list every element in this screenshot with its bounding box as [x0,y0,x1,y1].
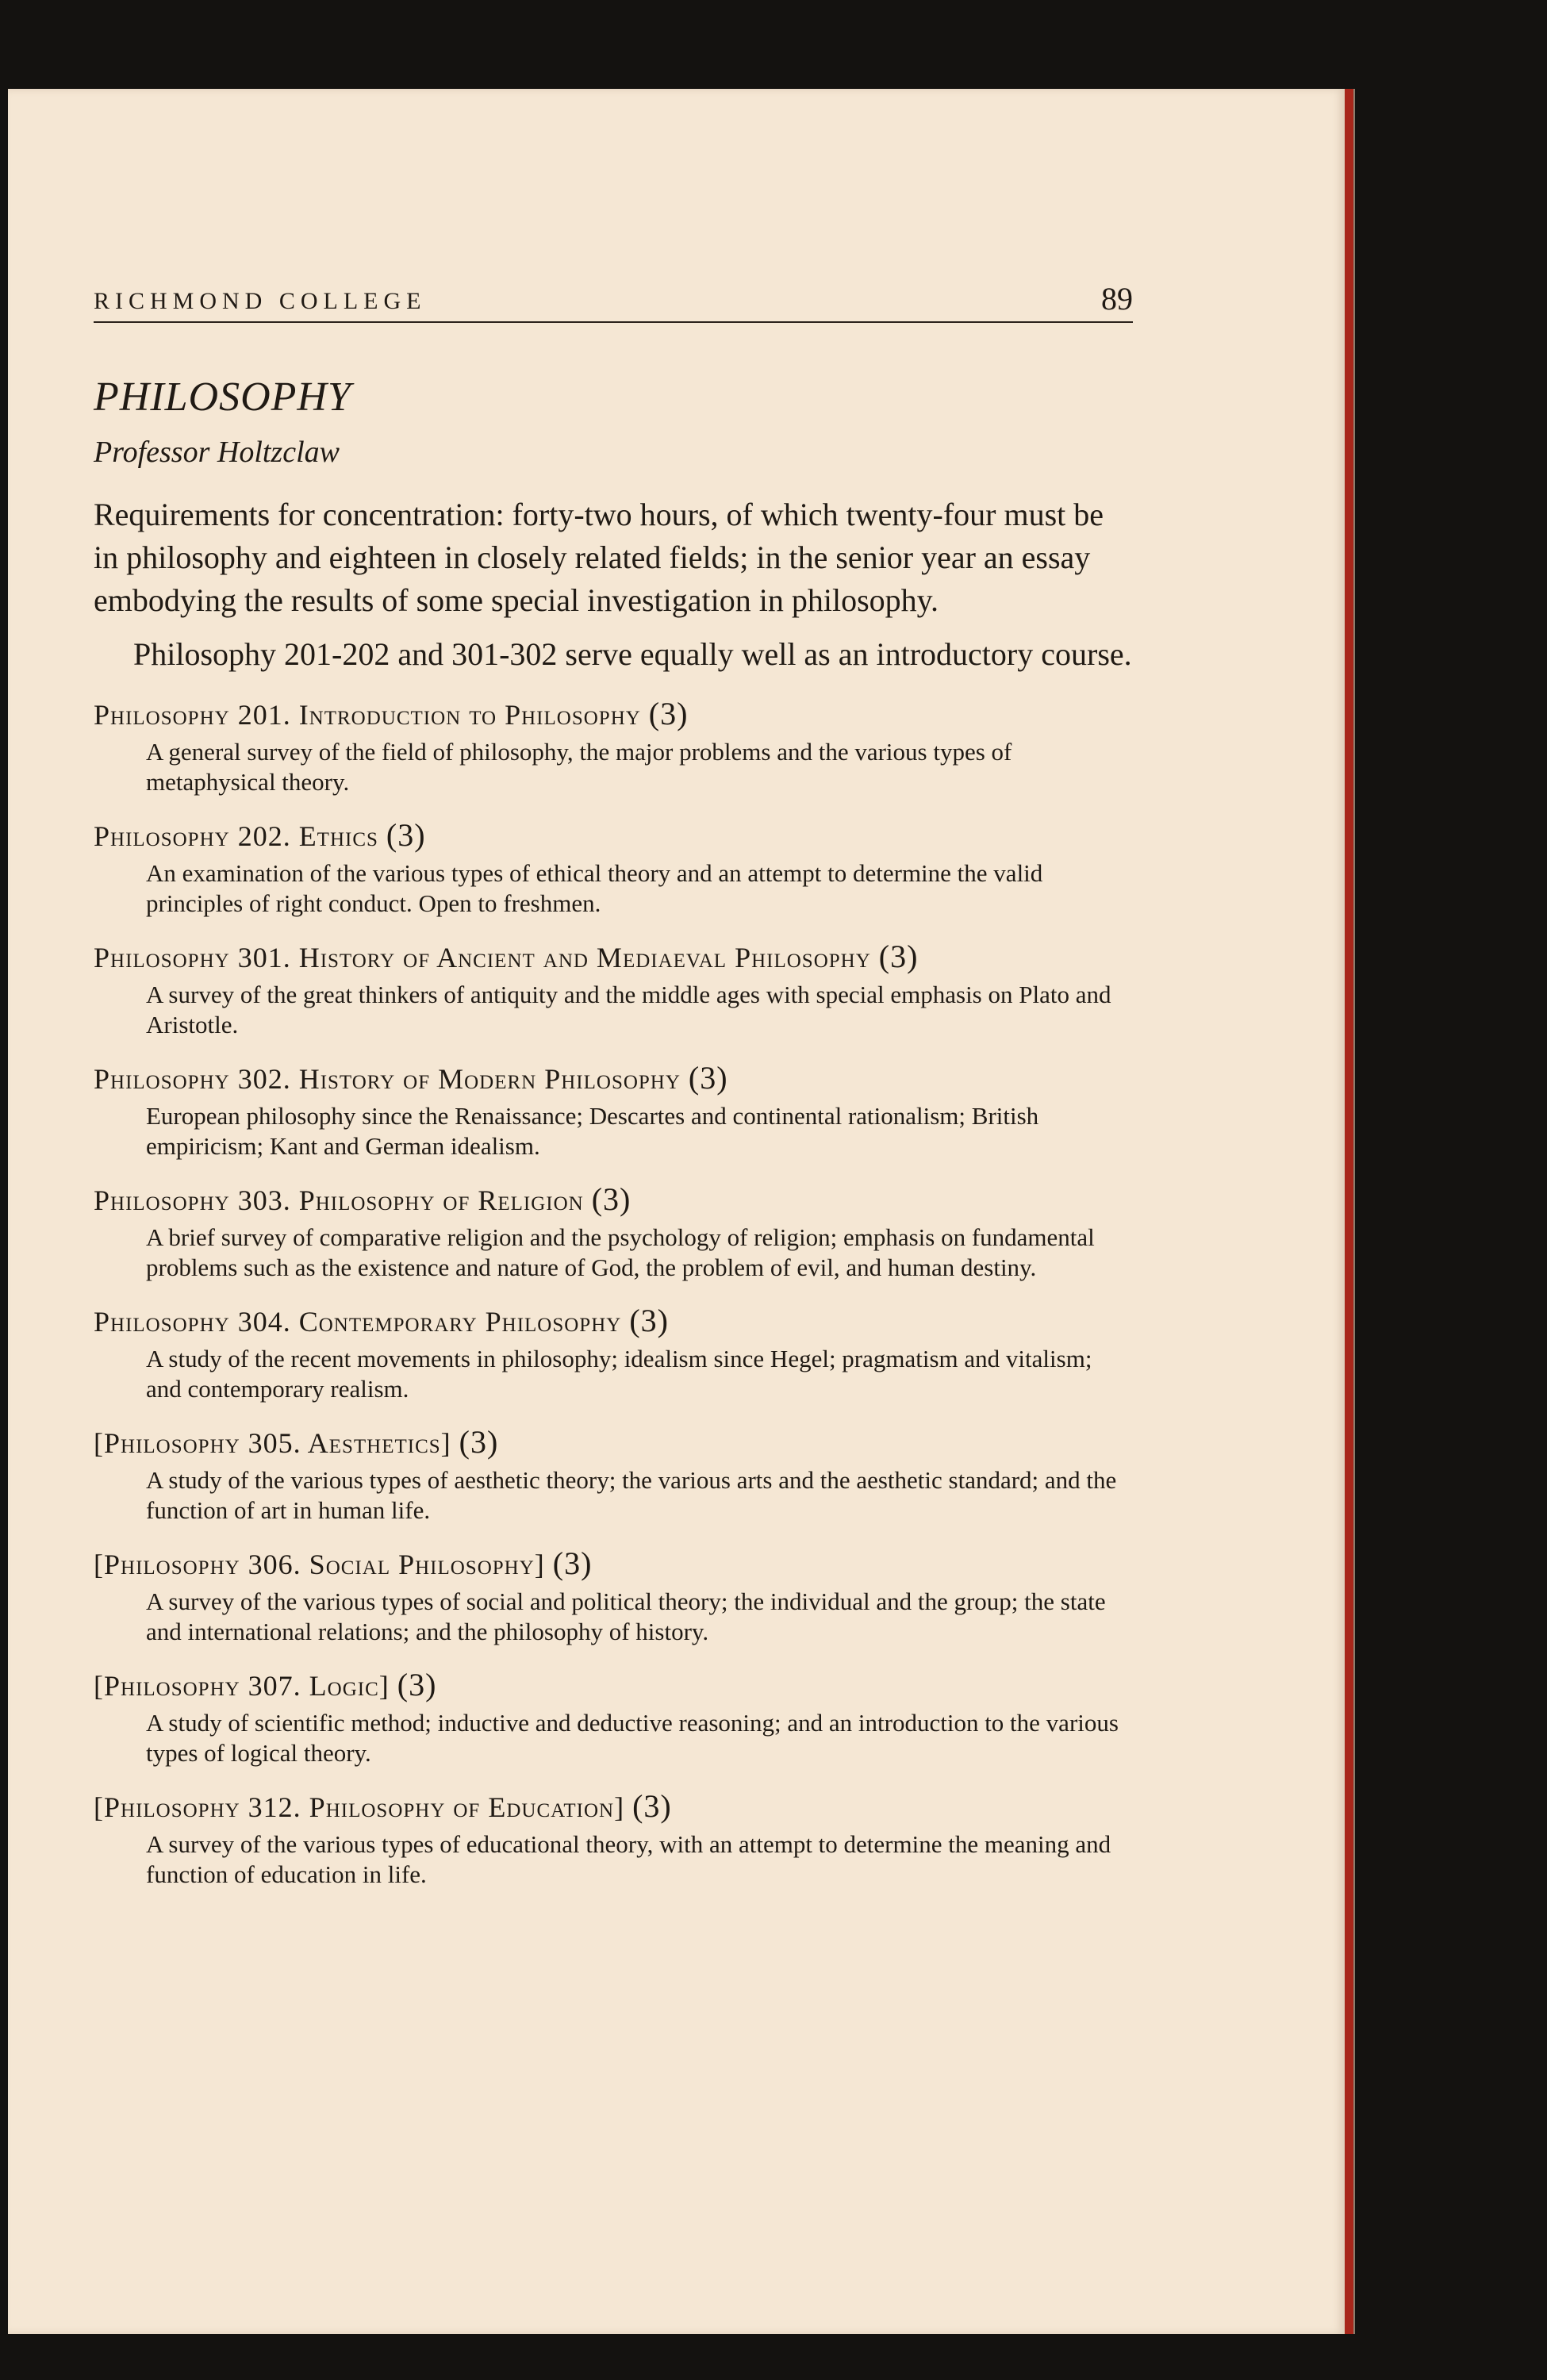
course-credits: (3) [386,817,426,853]
course-title: [Philosophy 307. Logic] [94,1670,390,1702]
course-entry [94,936,1133,1040]
course-title: Philosophy 302. History of Modern Philosophy [94,1063,681,1095]
department-title: PHILOSOPHY [94,374,351,420]
course-entry [94,1664,1133,1768]
course-heading [94,1786,1133,1828]
course-heading [94,1058,1133,1100]
course-credits: (3) [632,1788,672,1824]
course-credits: (3) [688,1060,728,1096]
course-credits: (3) [648,696,689,731]
course-description: A study of the recent movements in philosophy; idealism since Hegel; pragmatism and vitalism; and contemporary realism. [146,1345,1092,1403]
course-description: A survey of the great thinkers of antiquity and the middle ages with special emphasis on Plato and Aristotle. [146,981,1111,1038]
course-entry [94,1422,1133,1526]
course-title: [Philosophy 305. Aesthetics] [94,1427,451,1459]
course-heading [94,1422,1133,1464]
intro-note-paragraph: Philosophy 201-202 and 301-302 serve equally well as an introductory course. [133,636,1132,672]
course-title: [Philosophy 312. Philosophy of Education] [94,1791,625,1823]
course-credits: (3) [629,1303,669,1338]
course-entry [94,1786,1133,1890]
course-heading [94,1543,1133,1585]
course-credits: (3) [397,1667,437,1702]
course-heading [94,1664,1133,1706]
requirements-paragraph: Requirements for concentration: forty-two hours, of which twenty-four must be in philosophy and eighteen in closely related fields; in the senior year an essay embodying the results of some special investigation in philosophy. [94,497,1104,618]
course-description: A study of scientific method; inductive and deductive reasoning; and an introduction to the various types of logical theory. [146,1709,1119,1767]
course-heading [94,693,1133,735]
course-entry [94,815,1133,919]
course-heading [94,1179,1133,1221]
course-heading [94,1300,1133,1342]
course-title: Philosophy 202. Ethics [94,820,378,852]
course-title: Philosophy 201. Introduction to Philosophy [94,699,641,731]
course-description: A survey of the various types of educational theory, with an attempt to determine the meaning and function of education in life. [146,1830,1111,1888]
course-credits: (3) [552,1545,593,1581]
course-credits: (3) [591,1181,631,1217]
course-credits: (3) [878,939,919,974]
running-title: RICHMOND COLLEGE [94,288,427,314]
course-heading [94,815,1133,857]
book-page [8,89,1345,2334]
page-number: 89 [1101,281,1133,317]
course-description: European philosophy since the Renaissance; Descartes and continental rationalism; British empiricism; Kant and German idealism. [146,1102,1039,1160]
course-entry [94,1058,1133,1161]
course-description: A study of the various types of aesthetic theory; the various arts and the aesthetic standard; and the function of art in human life. [146,1466,1117,1524]
course-entry [94,693,1133,797]
course-description: A survey of the various types of social and political theory; the individual and the group; the state and international relations; and the philosophy of history. [146,1587,1106,1645]
course-credits: (3) [459,1424,499,1460]
course-entry [94,1179,1133,1283]
course-description: A brief survey of comparative religion and the psychology of religion; emphasis on fundamental problems such as the existence and nature of God, the problem of evil, and human destiny. [146,1223,1095,1281]
course-description: An examination of the various types of ethical theory and an attempt to determine the valid principles of right conduct. Open to freshmen. [146,859,1043,917]
course-description: A general survey of the field of philosophy, the major problems and the various types of metaphysical theory. [146,738,1012,796]
course-entry [94,1300,1133,1404]
course-title: Philosophy 304. Contemporary Philosophy [94,1306,622,1338]
page-content [94,283,1133,1890]
course-title: [Philosophy 306. Social Philosophy] [94,1549,545,1580]
running-head [94,283,1133,323]
professor-name: Professor Holtzclaw [94,436,340,469]
course-title: Philosophy 303. Philosophy of Religion [94,1184,584,1216]
course-entry [94,1543,1133,1647]
course-heading [94,936,1133,978]
course-title: Philosophy 301. History of Ancient and Mediaeval Philosophy [94,942,871,973]
